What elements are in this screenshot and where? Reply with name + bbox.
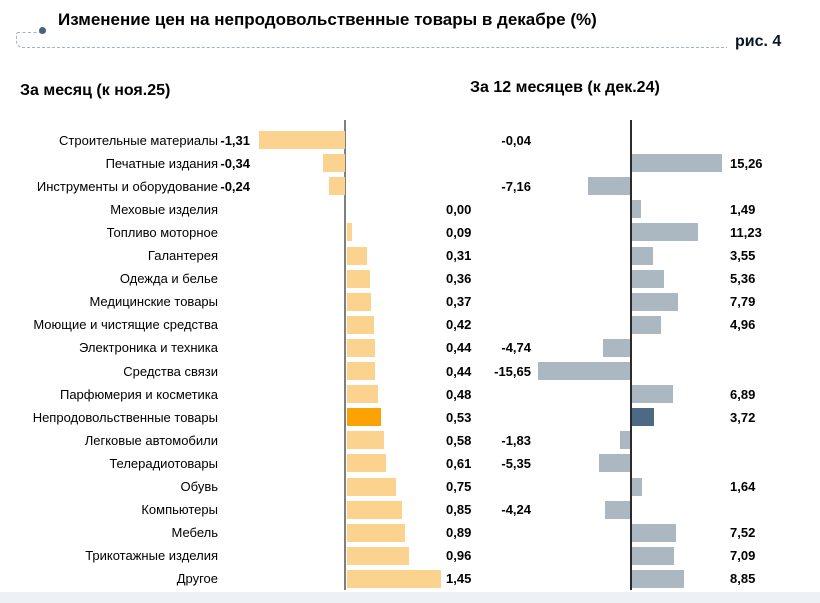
- month-value-label: 0,53: [446, 409, 472, 425]
- chart-row: [0, 360, 820, 383]
- year-value-label: -4,24: [501, 502, 531, 518]
- month-bar: [347, 270, 371, 288]
- chart-row: [0, 406, 820, 429]
- month-bar: [347, 524, 405, 542]
- category-label: Другое: [176, 571, 218, 587]
- month-bar: [347, 293, 371, 311]
- month-value-label: 0,36: [446, 271, 472, 287]
- month-value-label: 0,89: [446, 525, 472, 541]
- month-bar: [347, 408, 382, 426]
- footer-strip: [0, 592, 820, 603]
- year-bar: [632, 293, 678, 311]
- month-bar: [347, 570, 442, 588]
- category-label: Телерадиотовары: [109, 455, 218, 471]
- year-bar: [632, 524, 676, 542]
- category-label: Строительные материалы: [59, 132, 218, 148]
- category-label: Трикотажные изделия: [85, 548, 218, 564]
- category-label: Топливо моторное: [106, 224, 218, 240]
- year-bar: [632, 270, 664, 288]
- category-label: Компьютеры: [141, 502, 218, 518]
- chart-row: [0, 498, 820, 521]
- chart-row: [0, 175, 820, 198]
- year-value-label: 4,96: [730, 317, 756, 333]
- chart-row: [0, 567, 820, 590]
- year-value-label: 7,09: [730, 548, 756, 564]
- chart-row: [0, 475, 820, 498]
- year-bar: [620, 431, 631, 449]
- year-value-label: 3,55: [730, 248, 756, 263]
- month-value-label: 0,44: [446, 363, 472, 379]
- category-label: Мебель: [171, 525, 218, 541]
- year-value-label: 5,36: [730, 271, 756, 287]
- year-value-label: -0,04: [501, 132, 531, 148]
- year-value-label: 15,26: [730, 155, 763, 171]
- month-value-label: 0,58: [446, 432, 472, 448]
- category-label: Инструменты и оборудование: [36, 178, 218, 194]
- month-bar: [347, 362, 376, 380]
- category-label: Медицинские товары: [89, 294, 218, 310]
- month-value-label: 0,37: [446, 294, 472, 310]
- month-value-label: 0,09: [446, 224, 472, 240]
- month-bar: [347, 223, 353, 241]
- chart-row: [0, 313, 820, 336]
- chart-row: [0, 152, 820, 175]
- chart-row: [0, 267, 820, 290]
- year-value-label: -5,35: [501, 455, 531, 471]
- figure-number-label: рис. 4: [735, 33, 782, 50]
- month-value-label: 0,85: [446, 502, 472, 518]
- month-value-label: 0,48: [446, 386, 472, 402]
- category-label: Электроника и техника: [78, 340, 218, 356]
- month-bar: [329, 177, 345, 195]
- chart-row: [0, 244, 820, 267]
- chart-row: [0, 198, 820, 221]
- category-label: Галантерея: [147, 248, 218, 263]
- month-value-label: 0,61: [446, 455, 472, 471]
- month-bar: [259, 131, 345, 149]
- chart-row: [0, 521, 820, 544]
- page-title: Изменение цен на непродовольственные товары в декабре (%): [58, 10, 597, 29]
- chart-row: [0, 221, 820, 244]
- category-label: Печатные издания: [105, 155, 218, 171]
- year-value-label: 11,23: [730, 224, 762, 240]
- year-value-label: 1,64: [730, 479, 756, 494]
- month-bar: [347, 501, 403, 519]
- chart-row: [0, 429, 820, 452]
- month-bar: [347, 385, 378, 403]
- year-bar: [632, 570, 684, 588]
- month-bar: [347, 316, 375, 334]
- category-label: Средства связи: [123, 363, 218, 379]
- month-value-label: -1,31: [220, 132, 250, 148]
- year-value-label: -4,74: [501, 340, 531, 356]
- chart-row: [0, 129, 820, 152]
- year-bar: [538, 362, 630, 380]
- month-value-label: 1,45: [446, 571, 472, 587]
- year-bar: [603, 339, 631, 357]
- category-label: Обувь: [180, 479, 218, 494]
- year-value-label: -1,83: [501, 432, 531, 448]
- year-value-label: 3,72: [730, 409, 756, 425]
- year-bar: [632, 408, 654, 426]
- year-value-label: 8,85: [730, 571, 756, 587]
- year-value-label: 1,49: [730, 201, 756, 217]
- year-bar: [632, 316, 661, 334]
- panel-title-month: За месяц (к ноя.25): [20, 82, 171, 99]
- year-bar: [632, 200, 641, 218]
- year-value-label: -15,65: [494, 363, 531, 379]
- category-label: Одежда и белье: [119, 271, 218, 287]
- month-bar: [347, 454, 387, 472]
- month-value-label: 0,75: [446, 479, 472, 494]
- year-bar: [632, 547, 674, 565]
- year-bar: [632, 154, 722, 172]
- chart-row: [0, 383, 820, 406]
- year-bar: [588, 177, 630, 195]
- category-label: Легковые автомобили: [84, 432, 218, 448]
- month-bar: [347, 478, 396, 496]
- category-label: Меховые изделия: [110, 201, 218, 217]
- chart-row: [0, 544, 820, 567]
- panel-title-year: За 12 месяцев (к дек.24): [470, 79, 660, 96]
- month-bar: [347, 431, 385, 449]
- year-value-label: -7,16: [501, 178, 531, 194]
- year-bar: [632, 385, 673, 403]
- month-value-label: -0,24: [220, 178, 250, 194]
- month-value-label: -0,34: [220, 155, 250, 171]
- year-bar: [632, 223, 698, 241]
- month-bar: [347, 547, 410, 565]
- year-value-label: 7,52: [730, 525, 756, 541]
- chart-row: [0, 452, 820, 475]
- year-bar: [632, 478, 642, 496]
- category-label: Парфюмерия и косметика: [59, 386, 218, 402]
- month-value-label: 0,44: [446, 340, 472, 356]
- category-label: Моющие и чистящие средства: [33, 317, 218, 333]
- month-bar: [347, 247, 367, 265]
- year-value-label: 7,79: [730, 294, 756, 310]
- category-label: Непродовольственные товары: [32, 409, 218, 425]
- year-bar: [605, 501, 630, 519]
- year-bar: [632, 247, 653, 265]
- month-value-label: 0,31: [446, 248, 472, 263]
- chart-row: [0, 336, 820, 359]
- month-value-label: 0,96: [446, 548, 472, 564]
- month-bar: [323, 154, 345, 172]
- chart-row: [0, 290, 820, 313]
- year-bar: [599, 454, 631, 472]
- month-value-label: 0,00: [446, 201, 472, 217]
- year-value-label: 6,89: [730, 386, 756, 402]
- month-value-label: 0,42: [446, 317, 472, 333]
- month-bar: [347, 339, 376, 357]
